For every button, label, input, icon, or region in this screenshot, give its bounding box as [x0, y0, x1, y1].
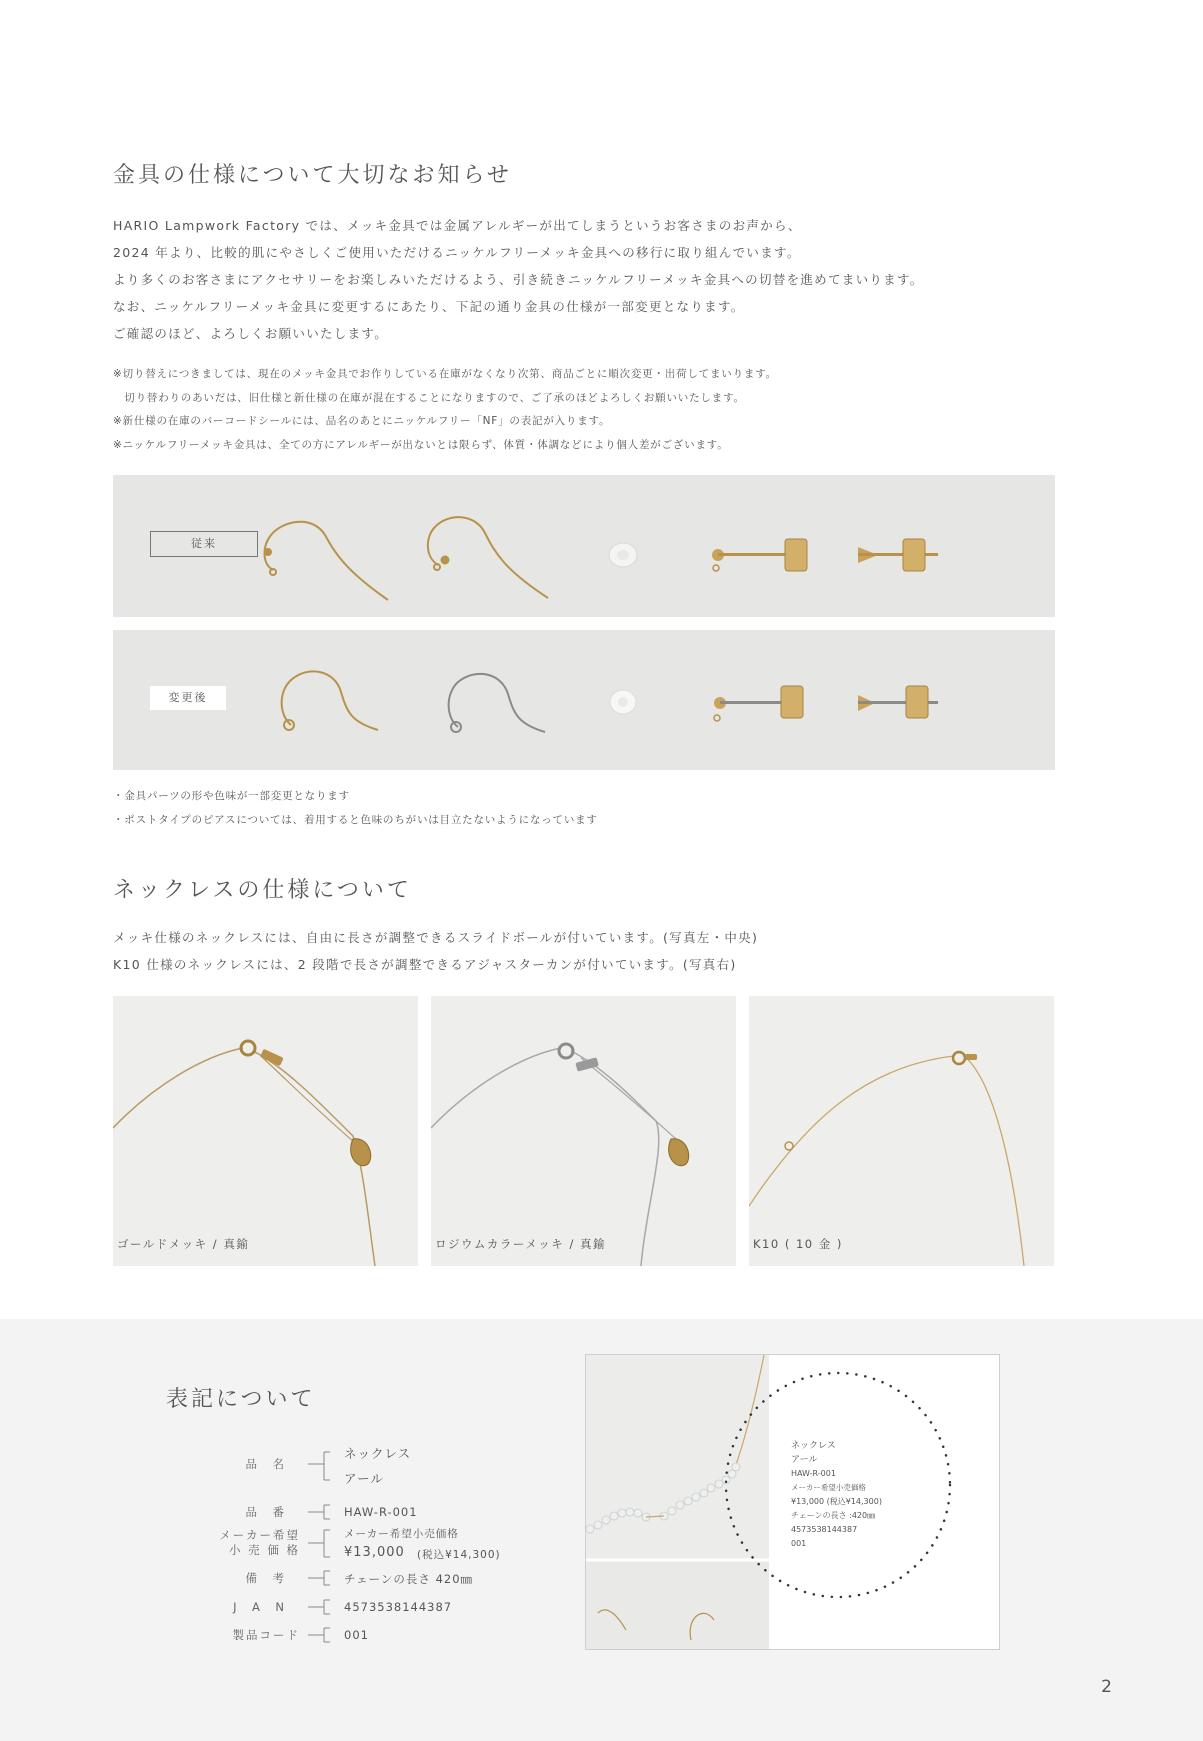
before-parts-image — [113, 475, 1055, 617]
necklace-title: ネックレスの仕様について — [113, 878, 412, 903]
notice-paragraph — [113, 212, 1073, 347]
tag-line: アール — [791, 1455, 818, 1465]
notation-title: 表記について — [166, 1387, 316, 1412]
necklace-photo-gold — [113, 996, 418, 1266]
spec-label-price: メーカー希望 — [219, 1528, 300, 1542]
after-label: 変更後 — [150, 686, 226, 710]
hook-earring-icon — [428, 517, 548, 598]
necklace-line: メッキ仕様のネックレスには、自由に長さが調整できるスライドボールが付いています。(写真左・中央) — [113, 930, 759, 945]
before-label: 従来 — [150, 531, 258, 557]
spec-value-jan: 4573538144387 — [344, 1600, 453, 1614]
tag-line: 001 — [791, 1539, 807, 1548]
spec-value-number: HAW-R-001 — [344, 1505, 418, 1519]
tag-line: 4573538144387 — [791, 1525, 858, 1534]
silicone-stopper-icon — [609, 543, 637, 567]
bullet-item: ・金具パーツの形や色味が一部変更となります — [113, 790, 350, 802]
silicone-stopper-icon — [610, 690, 636, 714]
note-line: ※切り替えにつきましては、現在のメッキ金具でお作りしている在庫がなくなり次第、商品ごとに順次変更・出荷してまいります。 — [113, 368, 777, 380]
notation-section — [0, 1319, 1203, 1741]
note-line: ※ニッケルフリーメッキ金具は、全ての方にアレルギーが出ないとは限らず、体質・体調などにより個人差がございます。 — [113, 438, 729, 451]
rhodium-necklace-image — [431, 996, 736, 1266]
photo-caption: ロジウムカラーメッキ / 真鍮 — [435, 1237, 606, 1251]
notice-line: 2024 年より、比較的肌にやさしくご使用いただけるニッケルフリーメッキ金具への移行に取り組んでいます。 — [113, 245, 801, 260]
notice-notes — [113, 363, 1073, 457]
hook-earring-icon — [282, 671, 378, 730]
tag-line: ¥13,000 (税込¥14,300) — [791, 1497, 882, 1506]
spec-label-number: 品 番 — [245, 1505, 286, 1519]
spec-value-price-tax: (税込¥14,300) — [417, 1549, 501, 1561]
tag-line: ネックレス — [791, 1441, 836, 1451]
spec-value-code: 001 — [344, 1628, 369, 1642]
spec-label-name: 品 名 — [245, 1457, 286, 1471]
tag-example — [585, 1354, 1000, 1650]
spec-brackets — [200, 1439, 600, 1739]
spec-value-name: アール — [344, 1471, 384, 1486]
spec-label-price: 小 売 価 格 — [229, 1543, 300, 1557]
spec-label-jan: J A N — [233, 1600, 286, 1614]
note-line: ※新仕様の在庫のバーコードシールには、品名のあとにニッケルフリー「NF」の表記が入ります。 — [113, 415, 611, 427]
gold-necklace-image — [113, 996, 418, 1266]
notice-bullets — [113, 784, 598, 832]
before-panel — [113, 475, 1055, 617]
note-line: 切り替わりのあいだは、旧仕様と新仕様の在庫が混在することになりますので、ご了承のほどよろしくお願いいたします。 — [113, 391, 745, 404]
after-parts-image — [113, 630, 1055, 770]
notice-line: ご確認のほど、よろしくお願いいたします。 — [113, 326, 389, 341]
spec-label-remarks: 備 考 — [245, 1571, 286, 1585]
necklace-paragraph — [113, 924, 758, 978]
tag-line: メーカー希望小売価格 — [791, 1483, 866, 1492]
spec-value-price: ¥13,000 — [344, 1545, 405, 1560]
necklace-line: K10 仕様のネックレスには、2 段階で長さが調整できるアジャスターカンが付いています。(写真右) — [113, 957, 737, 972]
page-number: 2 — [1101, 1677, 1112, 1697]
photo-caption: K10 ( 10 金 ) — [753, 1237, 843, 1251]
spec-value-remarks: チェーンの長さ 420㎜ — [344, 1572, 474, 1586]
notice-line: より多くのお客さまにアクセサリーをお楽しみいただけるよう、引き続きニッケルフリーメッキ金具への切替を進めてまいります。 — [113, 272, 924, 287]
spec-table — [200, 1439, 600, 1739]
post-earring-icon — [858, 539, 938, 571]
tag-line: チェーンの長さ :420㎜ — [791, 1511, 876, 1520]
k10-necklace-image — [749, 996, 1054, 1266]
bullet-item: ・ポストタイプのピアスについては、着用すると色味のちがいは目立たないようになっています — [113, 814, 598, 826]
necklace-photo-k10 — [749, 996, 1054, 1266]
photo-caption: ゴールドメッキ / 真鍮 — [117, 1237, 250, 1251]
spec-value-price-caption: メーカー希望小売価格 — [344, 1528, 459, 1540]
post-earring-icon — [858, 686, 938, 718]
notice-line: HARIO Lampwork Factory では、メッキ金具では金属アレルギーが出てしまうというお客さまのお声から、 — [113, 218, 802, 233]
necklace-photo-rhodium — [431, 996, 736, 1266]
hook-earring-icon — [449, 674, 545, 732]
after-panel — [113, 630, 1055, 770]
notice-title: 金具の仕様について大切なお知らせ — [113, 163, 512, 188]
post-earring-icon — [712, 539, 807, 571]
notice-line: なお、ニッケルフリーメッキ金具に変更するにあたり、下記の通り金具の仕様が一部変更となります。 — [113, 299, 745, 314]
hook-earring-icon — [265, 522, 389, 600]
post-earring-icon — [714, 686, 803, 721]
spec-value-name: ネックレス — [344, 1446, 412, 1461]
tag-line: HAW-R-001 — [791, 1469, 836, 1478]
spec-label-code: 製品コード — [232, 1628, 300, 1642]
